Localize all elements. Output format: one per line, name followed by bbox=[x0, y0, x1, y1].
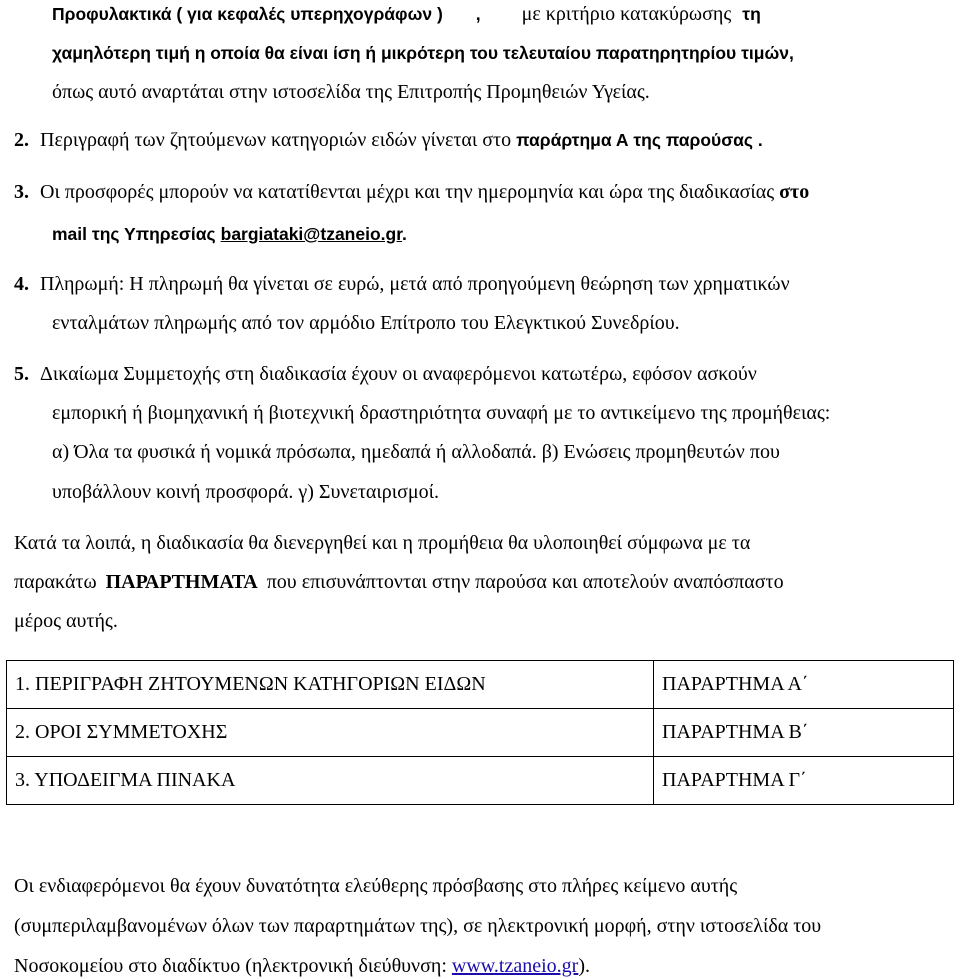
item4-line2: ενταλμάτων πληρωμής από τον αρμόδιο Επίτροπο του Ελεγκτικού Συνεδρίου. bbox=[52, 312, 680, 334]
annex-para-line1: Κατά τα λοιπά, η διαδικασία θα διενεργηθεί και η προμήθεια θα υλοποιηθεί σύμφωνα με τα bbox=[14, 532, 751, 554]
para1-line3: όπως αυτό αναρτάται στην ιστοσελίδα της Επιτροπής Προμηθειών Υγείας. bbox=[52, 81, 650, 103]
item2-line1 bbox=[14, 128, 763, 152]
item2-bold: παράρτημα Α της παρούσας . bbox=[516, 130, 763, 150]
product-name: Προφυλακτικά ( για κεφαλές υπερηχογράφων ) bbox=[52, 4, 443, 24]
table-row bbox=[7, 661, 954, 709]
item5-line1 bbox=[14, 362, 757, 386]
item4-number: 4. bbox=[14, 273, 29, 295]
item3-bold: στο bbox=[779, 181, 810, 203]
item5-line3: α) Όλα τα φυσικά ή νομικά πρόσωπα, ημεδαπά ή αλλοδαπά. β) Ενώσεις προμηθευτών που bbox=[52, 441, 780, 463]
item3-line1 bbox=[14, 180, 809, 204]
website-link[interactable]: www.tzaneio.gr bbox=[451, 955, 579, 977]
access-para-line3 bbox=[14, 954, 590, 978]
table-row bbox=[7, 757, 954, 805]
award-criterion-text: με κριτήριο κατακύρωσης bbox=[521, 3, 732, 25]
item5-line4: υποβάλλουν κοινή προσφορά. γ) Συνεταιρισμοί. bbox=[52, 481, 440, 503]
annex-para-word: παρακάτω bbox=[14, 571, 97, 593]
item5-text: Δικαίωμα Συμμετοχής στη διαδικασία έχουν οι αναφερόμενοι κατωτέρω, εφόσον ασκούν bbox=[40, 363, 757, 385]
comma: , bbox=[475, 4, 481, 24]
item3-number: 3. bbox=[14, 181, 29, 203]
annex-title-cell: 2. ΟΡΟΙ ΣΥΜΜΕΤΟΧΗΣ bbox=[7, 709, 654, 757]
item3-line2 bbox=[52, 222, 407, 246]
item3-period: . bbox=[402, 224, 407, 244]
para1-line2: χαμηλότερη τιμή η οποία θα είναι ίση ή μικρότερη του τελευταίου παρατηρητηρίου τιμών, bbox=[52, 43, 794, 63]
annex-label-cell: ΠΑΡΑΡΤΗΜΑ Α΄ bbox=[654, 661, 954, 709]
access-para-line2: (συμπεριλαμβανομένων όλων των παραρτημάτων της), σε ηλεκτρονική μορφή, στην ιστοσελίδα του bbox=[14, 915, 822, 937]
access-para-text: Νοσοκομείου στο διαδίκτυο (ηλεκτρονική διεύθυνση: bbox=[14, 955, 447, 977]
para1-line1 bbox=[52, 2, 944, 26]
item5-number: 5. bbox=[14, 363, 29, 385]
email-link[interactable]: bargiataki@tzaneio.gr bbox=[220, 224, 403, 244]
annex-para-line3: μέρος αυτής. bbox=[14, 610, 118, 632]
annex-label-cell: ΠΑΡΑΡΤΗΜΑ Β΄ bbox=[654, 709, 954, 757]
annex-title-cell: 3. ΥΠΟΔΕΙΓΜΑ ΠΙΝΑΚΑ bbox=[7, 757, 654, 805]
annex-label-cell: ΠΑΡΑΡΤΗΜΑ Γ΄ bbox=[654, 757, 954, 805]
table-row bbox=[7, 709, 954, 757]
item5-line2: εμπορική ή βιομηχανική ή βιοτεχνική δραστηριότητα συναφή με το αντικείμενο της προμήθειας: bbox=[52, 402, 831, 424]
item2-number: 2. bbox=[14, 129, 29, 151]
access-para-line1: Οι ενδιαφερόμενοι θα έχουν δυνατότητα ελεύθερης πρόσβασης στο πλήρες κείμενο αυτής bbox=[14, 875, 738, 897]
annex-para-rest: που επισυνάπτονται στην παρούσα και αποτελούν αναπόσπαστο bbox=[266, 571, 784, 593]
item3-text: Οι προσφορές μπορούν να κατατίθενται μέχρι και την ημερομηνία και ώρα της διαδικασίας bbox=[40, 181, 775, 203]
annex-title-cell: 1. ΠΕΡΙΓΡΑΦΗ ΖΗΤΟΥΜΕΝΩΝ ΚΑΤΗΓΟΡΙΩΝ ΕΙΔΩΝ bbox=[7, 661, 654, 709]
annex-para-line2 bbox=[14, 570, 784, 594]
item4-text: Πληρωμή: Η πληρωμή θα γίνεται σε ευρώ, μετά από προηγούμενη θεώρηση των χρηματικών bbox=[40, 273, 790, 295]
item3-mail-label: mail της Υπηρεσίας bbox=[52, 224, 216, 244]
annex-table bbox=[6, 660, 954, 805]
access-para-end: ). bbox=[578, 955, 590, 977]
annexes-bold: ΠΑΡΑΡΤΗΜΑΤΑ bbox=[105, 571, 258, 593]
item2-text: Περιγραφή των ζητούμενων κατηγοριών ειδών γίνεται στο bbox=[40, 129, 512, 151]
item4-line1 bbox=[14, 272, 790, 296]
bold-word: τη bbox=[742, 4, 761, 24]
